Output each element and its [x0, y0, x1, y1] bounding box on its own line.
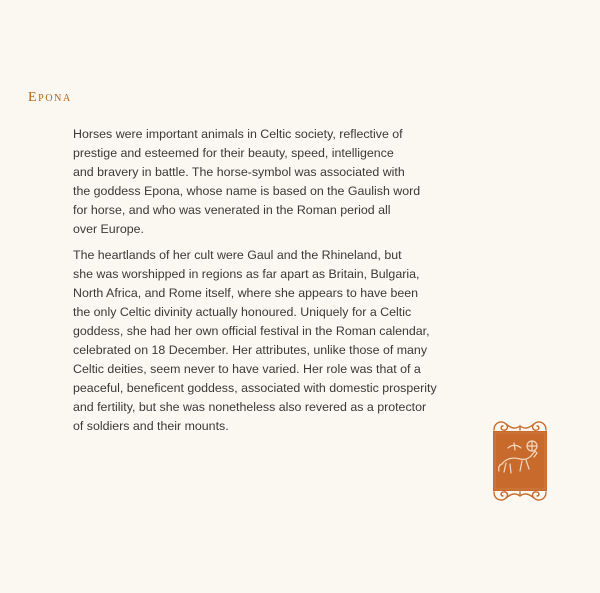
- paragraph-2: [73, 246, 453, 435]
- body-text: [73, 125, 453, 444]
- text-line: she was worshipped in regions as far apart as Britain, Bulgaria,: [73, 267, 420, 282]
- text-line: over Europe.: [73, 221, 144, 236]
- horse-chariot-emblem-icon: [488, 418, 552, 504]
- text-line: celebrated on 18 December. Her attributes, unlike those of many: [73, 342, 428, 357]
- text-line: and bravery in battle. The horse-symbol was associated with: [73, 164, 405, 179]
- text-line: of soldiers and their mounts.: [73, 418, 229, 433]
- paragraph-1: [73, 125, 453, 238]
- page-title: Epona: [28, 90, 72, 105]
- text-line: the only Celtic divinity actually honoured. Uniquely for a Celtic: [73, 305, 412, 320]
- text-line: Celtic deities, seem never to have varied. Her role was that of a: [73, 361, 421, 376]
- text-line: Horses were important animals in Celtic society, reflective of: [73, 127, 403, 141]
- text-line: North Africa, and Rome itself, where she appears to have been: [73, 286, 419, 301]
- text-line: for horse, and who was venerated in the Roman period all: [73, 202, 391, 217]
- text-line: and fertility, but she was nonetheless also revered as a protector: [73, 399, 427, 414]
- text-line: prestige and esteemed for their beauty, speed, intelligence: [73, 145, 394, 160]
- text-line: The heartlands of her cult were Gaul and the Rhineland, but: [73, 248, 402, 263]
- text-line: peaceful, beneficent goddess, associated with domestic prosperity: [73, 380, 437, 395]
- text-line: goddess, she had her own official festival in the Roman calendar,: [73, 324, 430, 339]
- text-line: the goddess Epona, whose name is based on the Gaulish word: [73, 183, 421, 198]
